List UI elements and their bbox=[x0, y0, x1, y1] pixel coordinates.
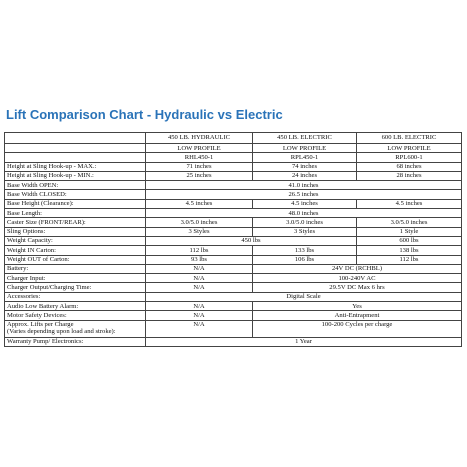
cell-value: 71 inches bbox=[146, 162, 253, 171]
row-label: Base Width OPEN: bbox=[5, 181, 146, 190]
table-row bbox=[5, 171, 462, 180]
header-model-3: RPL600-1 bbox=[357, 153, 462, 162]
cell-value: N/A bbox=[146, 311, 253, 320]
row-label: Sling Options: bbox=[5, 227, 146, 236]
table-row bbox=[5, 292, 462, 301]
cell-value: 24 inches bbox=[253, 171, 357, 180]
cell-value: Anti-Entrapment bbox=[253, 311, 462, 320]
row-label: Caster Size (FRONT/REAR): bbox=[5, 218, 146, 227]
row-label: Weight Capacity: bbox=[5, 236, 146, 245]
table-row bbox=[5, 199, 462, 208]
cell-value: N/A bbox=[146, 283, 253, 292]
row-label: Audio Low Battery Alarm: bbox=[5, 302, 146, 311]
header-capacity-2: 450 LB. ELECTRIC bbox=[253, 133, 357, 144]
header-row-model bbox=[5, 153, 462, 162]
row-label: Battery: bbox=[5, 264, 146, 273]
cell-value: 28 inches bbox=[357, 171, 462, 180]
table-row bbox=[5, 236, 462, 245]
table-row bbox=[5, 227, 462, 236]
cell-value: 3.0/5.0 inches bbox=[146, 218, 253, 227]
table-row bbox=[5, 274, 462, 283]
header-blank bbox=[5, 144, 146, 153]
cell-value: 3 Styles bbox=[253, 227, 357, 236]
page-title: Lift Comparison Chart - Hydraulic vs Electric bbox=[6, 107, 283, 122]
row-label: Base Height (Clearance): bbox=[5, 199, 146, 208]
cell-value: 3.0/5.0 inches bbox=[253, 218, 357, 227]
cell-value: 133 lbs bbox=[253, 246, 357, 255]
row-label: Charger Input: bbox=[5, 274, 146, 283]
row-label: Height at Sling Hook-up - MIN.: bbox=[5, 171, 146, 180]
table-row bbox=[5, 218, 462, 227]
cell-value: 450 lbs bbox=[146, 236, 357, 245]
row-label-line2: (Varies depending upon load and stroke): bbox=[7, 327, 116, 335]
row-label: Base Width CLOSED: bbox=[5, 190, 146, 199]
table-row bbox=[5, 283, 462, 292]
header-row-capacity bbox=[5, 133, 462, 144]
cell-value: 3 Styles bbox=[146, 227, 253, 236]
cell-value: 68 inches bbox=[357, 162, 462, 171]
header-capacity-1: 450 LB. HYDRAULIC bbox=[146, 133, 253, 144]
header-model-1: RHL450-1 bbox=[146, 153, 253, 162]
table-row bbox=[5, 162, 462, 171]
cell-value: 3.0/5.0 inches bbox=[357, 218, 462, 227]
cell-value: N/A bbox=[146, 320, 253, 337]
cell-value: N/A bbox=[146, 274, 253, 283]
header-row-profile bbox=[5, 144, 462, 153]
cell-value: 600 lbs bbox=[357, 236, 462, 245]
table-row bbox=[5, 246, 462, 255]
cell-value: 100-240V AC bbox=[253, 274, 462, 283]
cell-value: 93 lbs bbox=[146, 255, 253, 264]
cell-value: 41.0 inches bbox=[146, 181, 462, 190]
table-row bbox=[5, 255, 462, 264]
row-label: Accessories: bbox=[5, 292, 146, 301]
row-label: Charger Output/Charging Time: bbox=[5, 283, 146, 292]
cell-value: 138 lbs bbox=[357, 246, 462, 255]
row-label: Base Length: bbox=[5, 209, 146, 218]
cell-value: 26.5 inches bbox=[146, 190, 462, 199]
table-row bbox=[5, 311, 462, 320]
cell-value: 24V DC (RCHBL) bbox=[253, 264, 462, 273]
header-blank bbox=[5, 133, 146, 144]
cell-value: 25 inches bbox=[146, 171, 253, 180]
cell-value: N/A bbox=[146, 264, 253, 273]
table-row bbox=[5, 264, 462, 273]
cell-value: 29.5V DC Max 6 hrs bbox=[253, 283, 462, 292]
table-row bbox=[5, 302, 462, 311]
cell-value: Digital Scale bbox=[146, 292, 462, 301]
header-profile-3: LOW PROFILE bbox=[357, 144, 462, 153]
table-row bbox=[5, 320, 462, 337]
cell-value: 1 Style bbox=[357, 227, 462, 236]
header-profile-2: LOW PROFILE bbox=[253, 144, 357, 153]
row-label: Height at Sling Hook-up - MAX.: bbox=[5, 162, 146, 171]
cell-value: 74 inches bbox=[253, 162, 357, 171]
header-blank bbox=[5, 153, 146, 162]
cell-value: Yes bbox=[253, 302, 462, 311]
cell-value: 100-200 Cycles per charge bbox=[253, 320, 462, 337]
row-label: Weight OUT of Carton: bbox=[5, 255, 146, 264]
table-row bbox=[5, 209, 462, 218]
row-label bbox=[5, 320, 146, 337]
row-label: Motor Safety Devices: bbox=[5, 311, 146, 320]
cell-value: 4.5 inches bbox=[357, 199, 462, 208]
row-label-line1: Approx. Lifts per Charge bbox=[7, 320, 74, 328]
header-profile-1: LOW PROFILE bbox=[146, 144, 253, 153]
row-label: Weight IN Carton: bbox=[5, 246, 146, 255]
header-model-2: RPL450-1 bbox=[253, 153, 357, 162]
table-row bbox=[5, 181, 462, 190]
header-capacity-3: 600 LB. ELECTRIC bbox=[357, 133, 462, 144]
cell-value: 106 lbs bbox=[253, 255, 357, 264]
cell-value: 48.0 inches bbox=[146, 209, 462, 218]
comparison-table bbox=[4, 132, 462, 347]
row-label: Warranty Pump/ Electronics: bbox=[5, 337, 146, 346]
cell-value: 112 lbs bbox=[357, 255, 462, 264]
cell-value: 1 Year bbox=[146, 337, 462, 346]
cell-value: 112 lbs bbox=[146, 246, 253, 255]
cell-value: 4.5 inches bbox=[253, 199, 357, 208]
cell-value: 4.5 inches bbox=[146, 199, 253, 208]
table-row bbox=[5, 337, 462, 346]
cell-value: N/A bbox=[146, 302, 253, 311]
table-row bbox=[5, 190, 462, 199]
